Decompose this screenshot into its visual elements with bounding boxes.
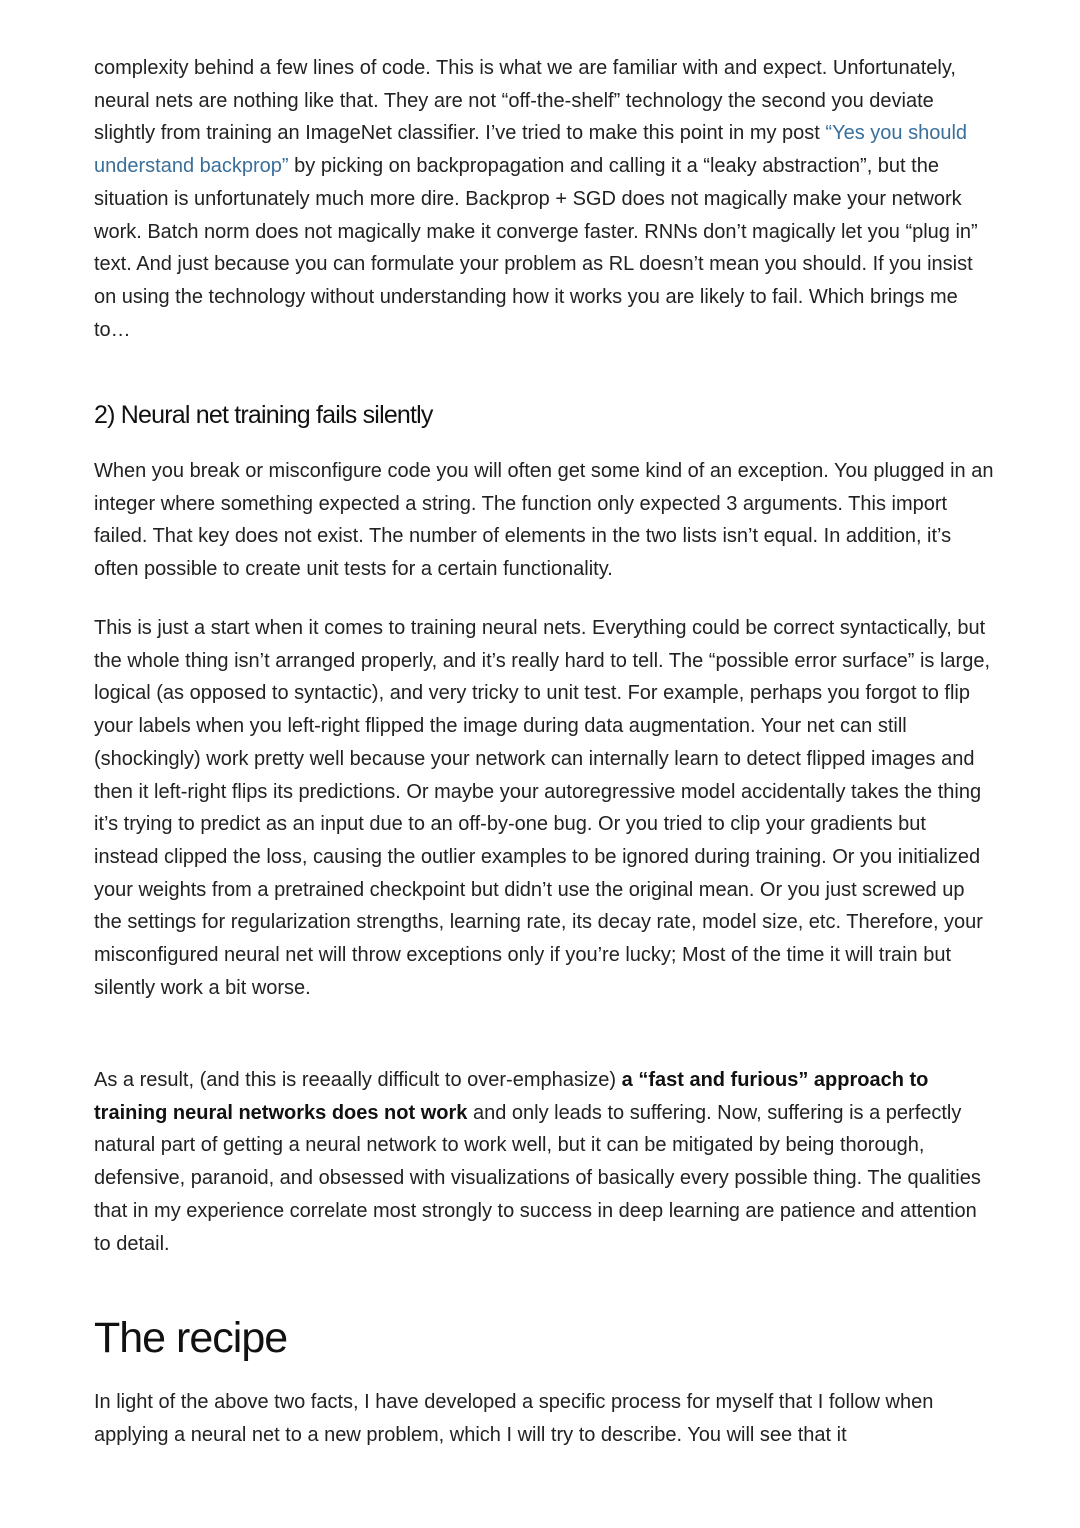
text: by picking on backpropagation and calling it a “leaky abstraction”, but the situation is unfortunately much more dire. Backprop + SGD does not magically make your network work. Batch norm does not magically make it converge faster. RNNs don’t magically let you “plug in” text. And just because you can formulate your problem as RL doesn’t mean you should. If you insist on using the technology without understanding how it works you are likely to fail. Which brings me to… <box>94 155 978 341</box>
text: and only leads to suffering. Now, suffering is a perfectly natural part of getting a neural network to work well, but it can be mitigated by being thorough, defensive, paranoid, and obsessed with visualizations of basically every possible thing. The qualities that in my experience correlate most strongly to success in deep learning are patience and attention to detail. <box>94 1101 981 1255</box>
paragraph-fast-furious <box>94 1064 994 1260</box>
bold-emphasis: a “fast and furious” approach to training neural networks does not work <box>94 1069 929 1124</box>
section-heading-recipe: The recipe <box>94 1314 288 1362</box>
paragraph-recipe-intro: In light of the above two facts, I have developed a specific process for myself that I follow when applying a neural net to a new problem, which I will try to describe. You will see that it <box>94 1391 934 1446</box>
section-heading-fails-silently: 2) Neural net training fails silently <box>94 401 433 429</box>
text: complexity behind a few lines of code. This is what we are familiar with and expect. Unfortunately, neural nets are nothing like that. They are not “off-the-shelf” technology the second you deviate slightly from training an ImageNet classifier. I’ve tried to make this point in my post <box>94 57 956 145</box>
text: As a result, (and this is reeaally difficult to over-emphasize) <box>94 1069 622 1091</box>
paragraph-error-surface: This is just a start when it comes to training neural nets. Everything could be correct syntactically, but the whole thing isn’t arranged properly, and it’s really hard to tell. The “possible error surface” is large, logical (as opposed to syntactic), and very tricky to unit test. For example, perhaps you forgot to flip your labels when you left-right flipped the image during data augmentation. Your net can still (shockingly) work pretty well because your network can internally learn to detect flipped images and then it left-right flips its predictions. Or maybe your autoregressive model accidentally takes the thing it’s trying to predict as an input due to an off-by-one bug. Or you tried to clip your gradients but instead clipped the loss, causing the outlier examples to be ignored during training. Or you initialized your weights from a pretrained checkpoint but didn’t use the original mean. Or you just screwed up the settings for regularization strengths, learning rate, its decay rate, model size, etc. Therefore, your misconfigured neural net will throw exceptions only if you’re lucky; Most of the time it will train but silently work a bit worse. <box>94 617 991 999</box>
paragraph-leaky-abstraction <box>94 52 994 346</box>
paragraph-exceptions: When you break or misconfigure code you will often get some kind of an exception. You plugged in an integer where something expected a string. The function only expected 3 arguments. This import failed. That key does not exist. The number of elements in the two lists isn’t equal. In addition, it’s often possible to create unit tests for a certain functionality. <box>94 460 994 581</box>
backprop-post-link[interactable]: “Yes you should understand backprop” <box>94 122 968 178</box>
